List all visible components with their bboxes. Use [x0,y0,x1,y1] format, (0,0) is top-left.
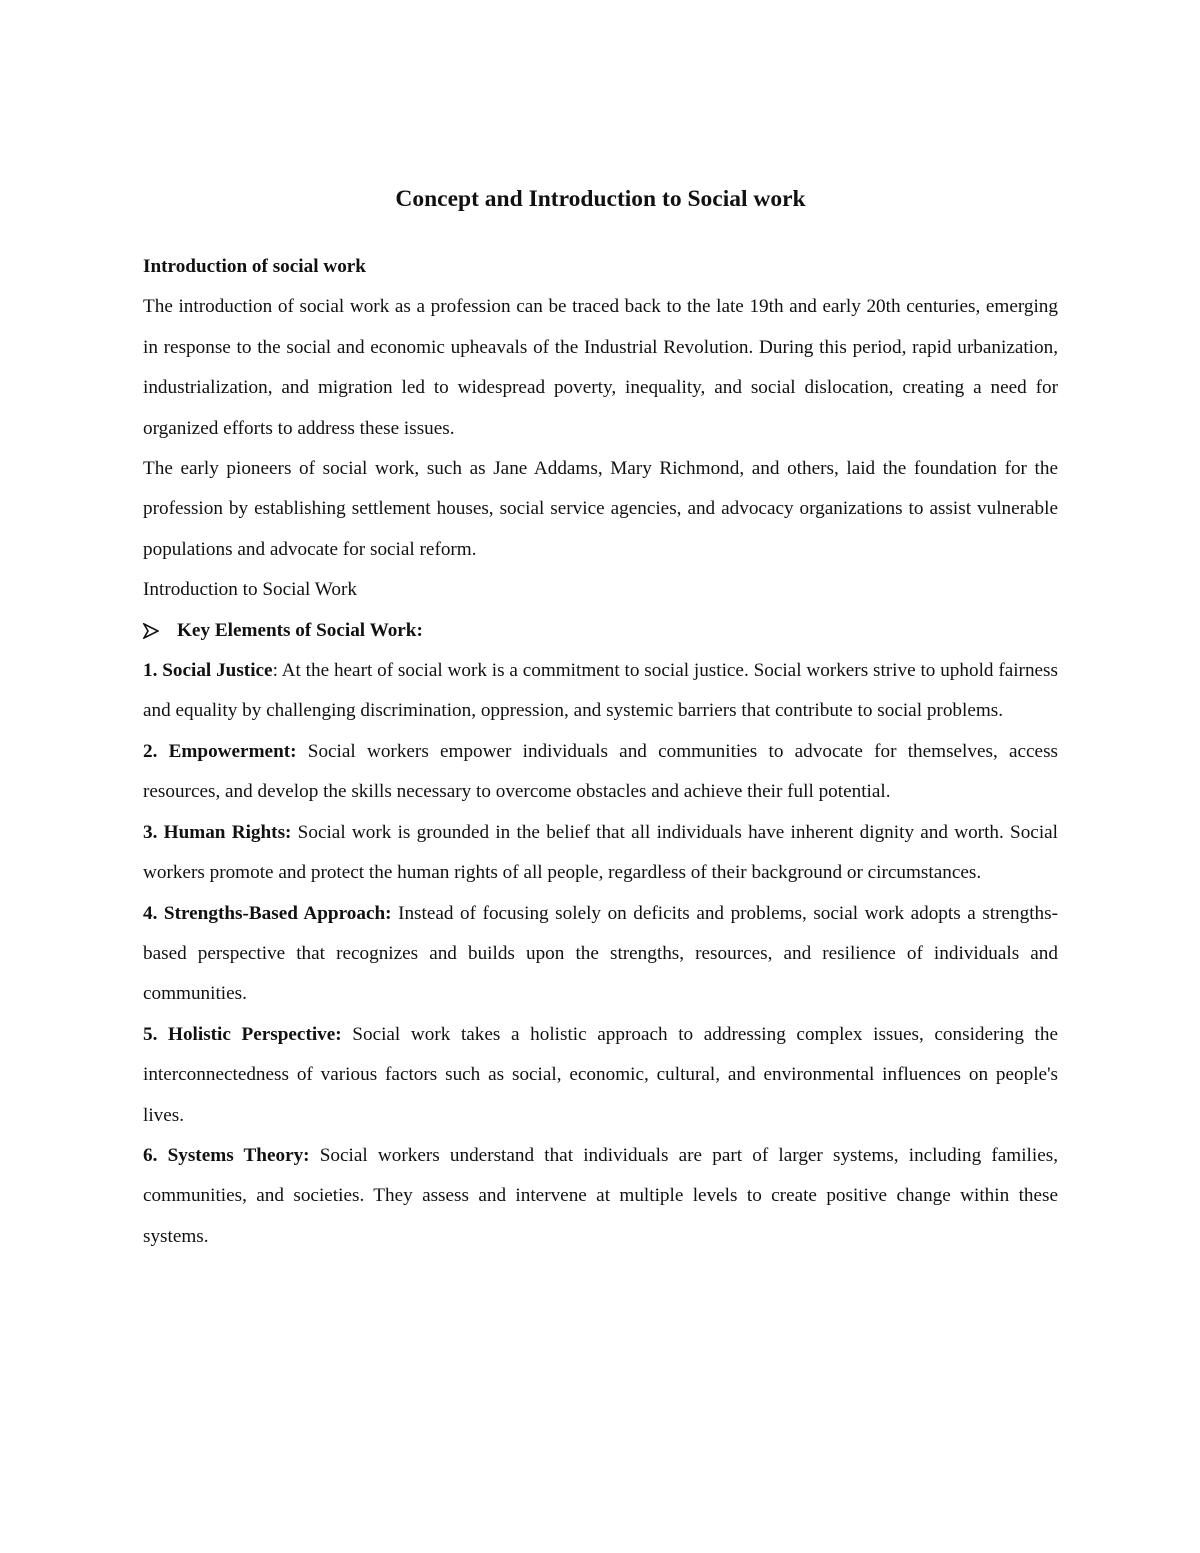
item-text: Social workers empower individuals and communities to advocate for themselves, access resources, and develop the skills necessary to overcome obstacles and achieve their full potential. [143,740,1058,803]
subheading: Introduction to Social Work [143,579,357,601]
item-label: 2. Empowerment: [143,740,297,762]
item-text: Social work takes a holistic approach to addressing complex issues, considering the interconnectedness of various factors such as social, economic, cultural, and environmental influences on people's lives. [143,1023,1058,1126]
item-text: Social work is grounded in the belief that all individuals have inherent dignity and worth. Social workers promote and protect the human rights of all people, regardless of their background or circumstances. [143,821,1059,884]
item-text: Social workers understand that individuals are part of larger systems, including families, communities, and societies. They assess and intervene at multiple levels to create positive change within these systems. [143,1144,1058,1247]
list-item [143,1136,1058,1257]
list-item [143,1015,1058,1136]
item-label: 3. Human Rights: [143,821,292,843]
item-label: 5. Holistic Perspective: [143,1023,342,1045]
intro-paragraph-2: The early pioneers of social work, such as Jane Addams, Mary Richmond, and others, laid the foundation for the profession by establishing settlement houses, social service agencies, and advocacy organizations to assist vulnerable populations and advocate for social reform. [143,458,1058,560]
arrowhead-right-icon [143,623,177,639]
item-text: : At the heart of social work is a commitment to social justice. Social workers strive to uphold fairness and equality by challenging discrimination, oppression, and systemic barriers that contribute to social problems. [143,660,1058,722]
list-item [143,732,1058,813]
key-elements-list [143,651,1058,1257]
list-item [143,894,1058,1015]
key-elements-heading-text: Key Elements of Social Work: [177,619,423,641]
section-heading: Introduction of social work [143,256,366,277]
document-page [143,177,1058,1257]
intro-paragraph-1: The introduction of social work as a profession can be traced back to the late 19th and early 20th centuries, emerging in response to the social and economic upheavals of the Industrial Revolution. During this period, rapid urbanization, industrialization, and migration led to widespread poverty, inequality, and social dislocation, creating a need for organized efforts to address these issues. [143,296,1058,439]
key-elements-heading [143,611,1058,651]
item-text: Instead of focusing solely on deficits and problems, social work adopts a strengths-based perspective that recognizes and builds upon the strengths, resources, and resilience of individuals and communities. [143,902,1058,1005]
page-title: Concept and Introduction to Social work [395,186,806,212]
list-item [143,651,1058,732]
item-label: 4. Strengths-Based Approach: [143,902,392,924]
list-item [143,813,1058,894]
item-label: 6. Systems Theory: [143,1144,310,1166]
item-label: 1. Social Justice [143,660,273,682]
